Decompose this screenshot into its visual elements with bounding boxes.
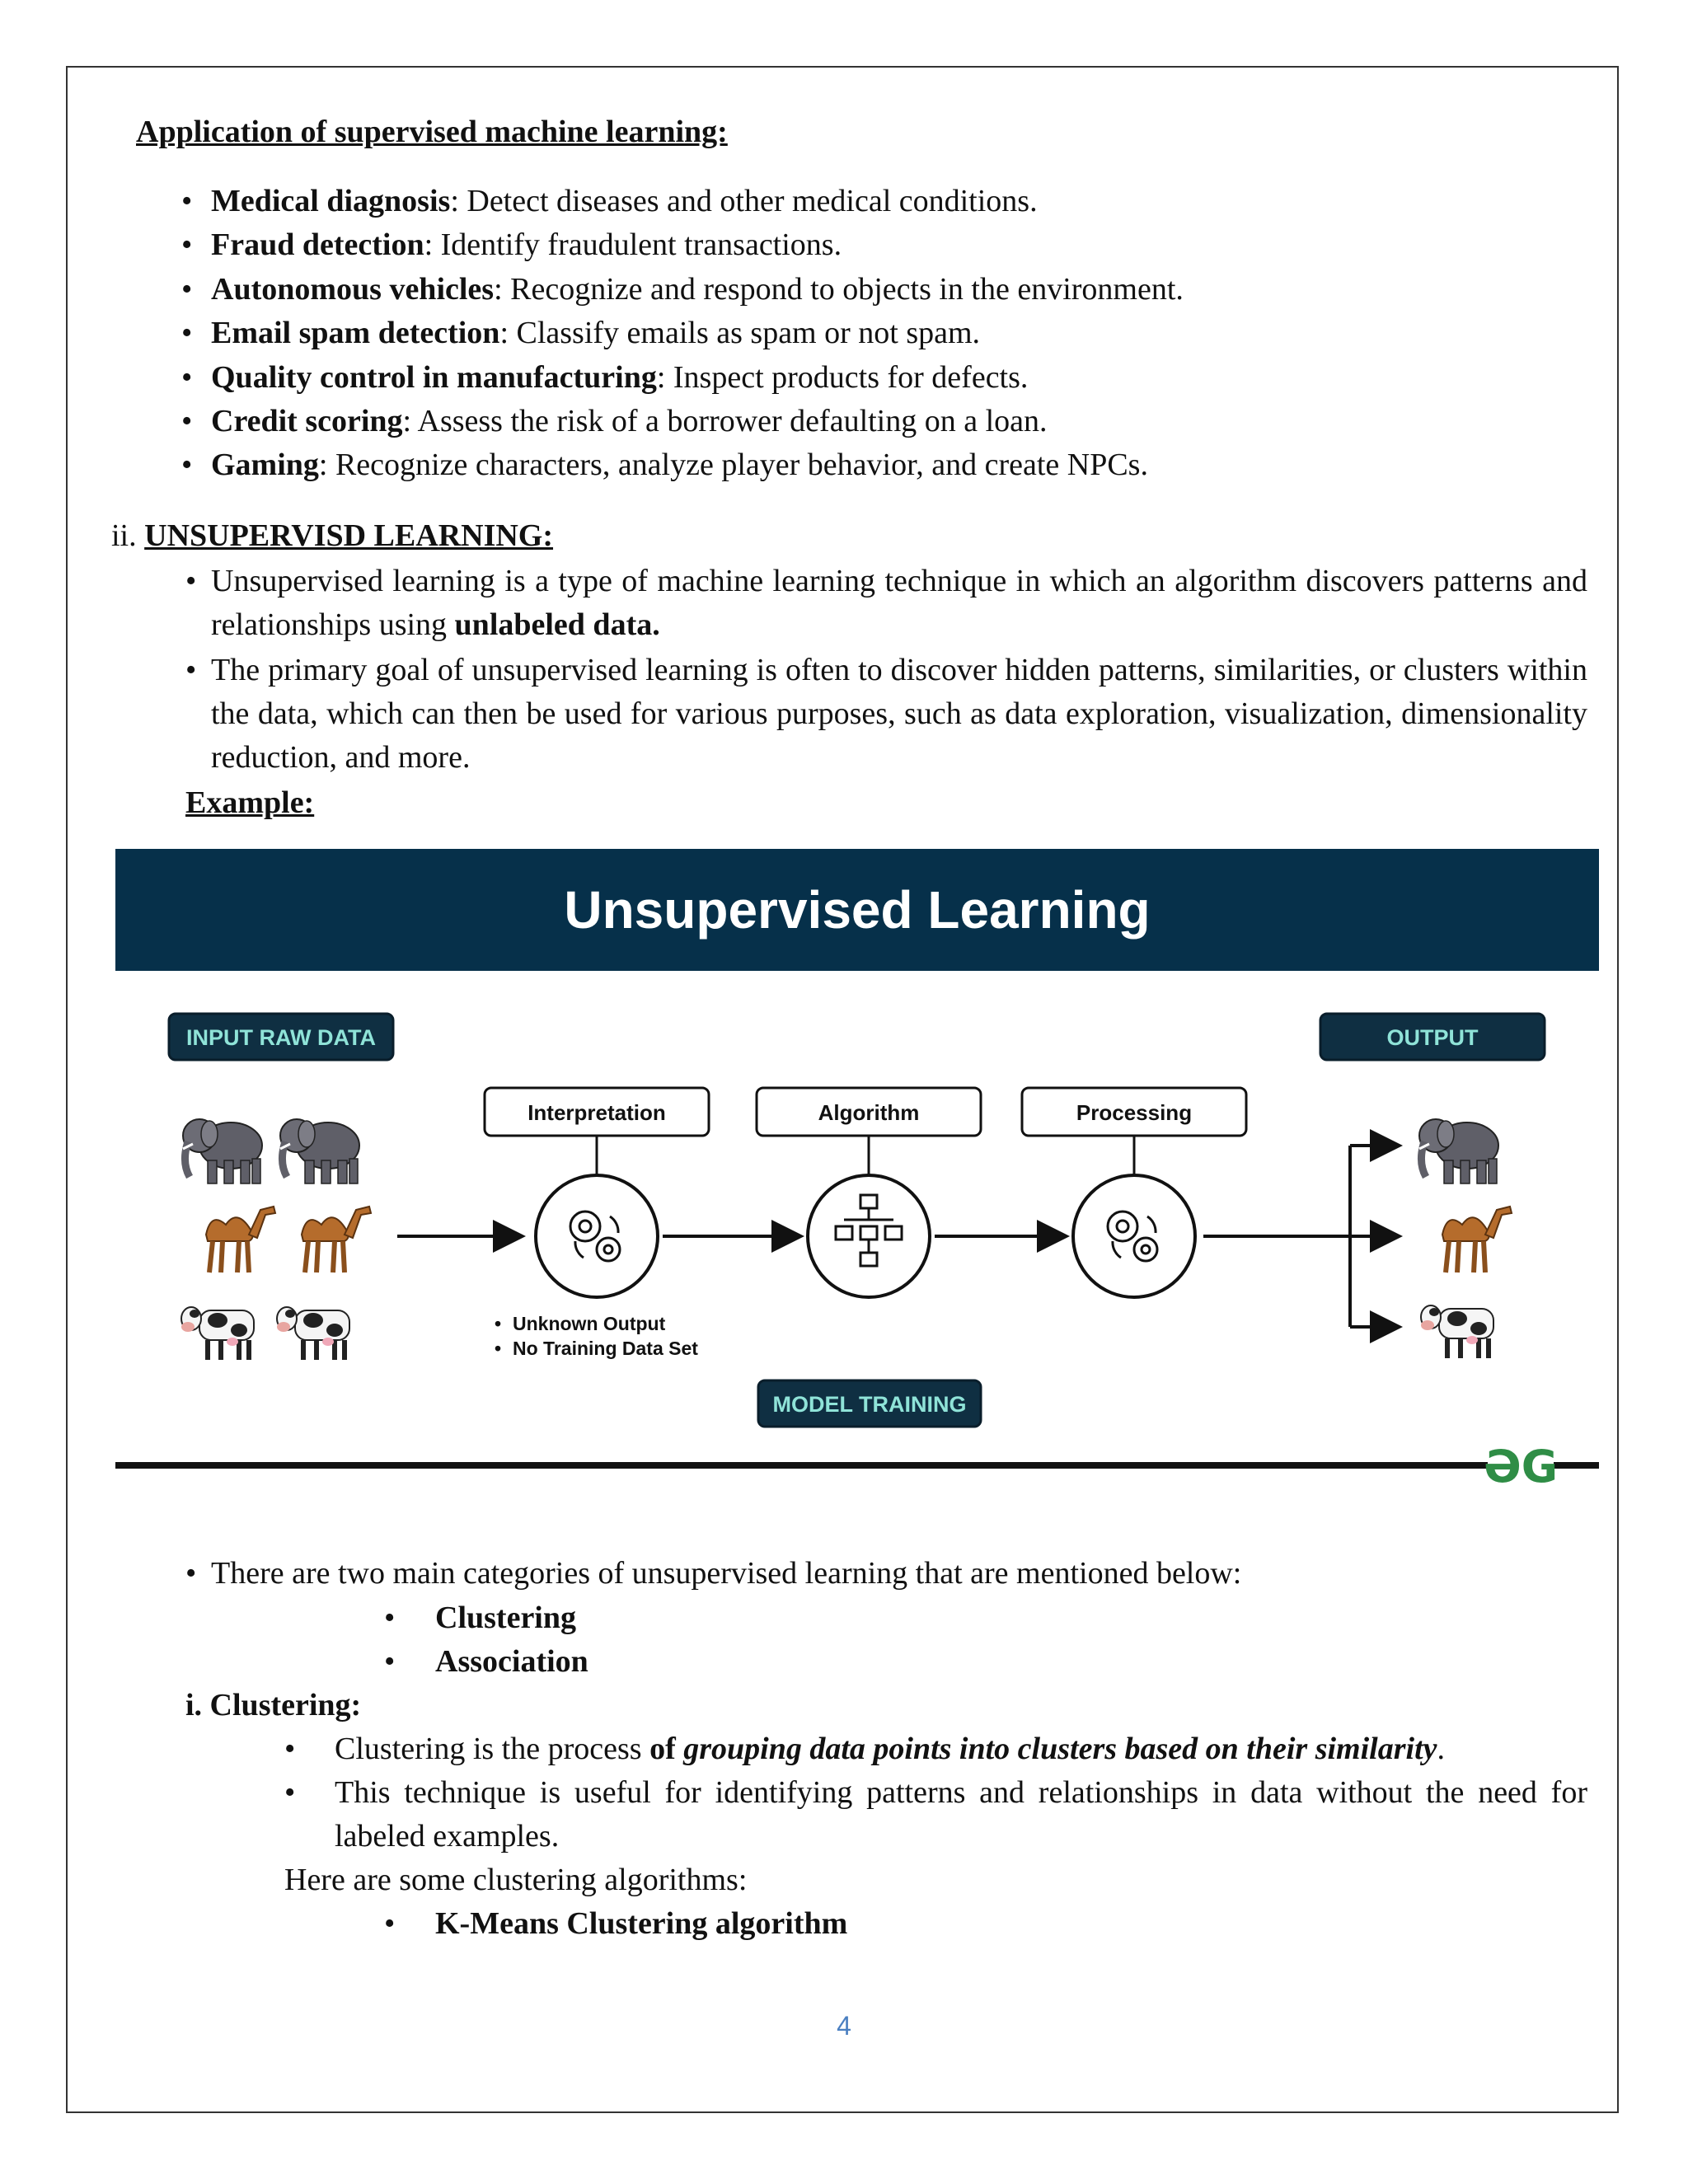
page-number: 4 (837, 2011, 851, 2041)
list-item: • Email spam detection: Classify emails as spam or not spam. (181, 312, 1582, 355)
unsup-paragraph-1: Unsupervised learning is a type of machine learning technique in which an algorithm discovers patterns and relationships using unlabeled data. (211, 564, 1587, 642)
unsup-paragraph-2: The primary goal of unsupervised learning is often to discover hidden patterns, similarities, or clusters within the data, which can then be used for various purposes, such as data exploration, visualization, dimensionality reduction, and more. (211, 653, 1587, 775)
gfg-logo: ƏG (1483, 1441, 1559, 1492)
section-heading: Application of supervised machine learning: (136, 115, 728, 149)
cow-image (181, 1307, 254, 1360)
svg-text:•: • (495, 1338, 502, 1359)
bullet: • (384, 1644, 396, 1679)
cow-image (277, 1307, 349, 1360)
clustering-bullet-1: Clustering is the process of grouping data points into clusters based on their similarity. (335, 1732, 1446, 1766)
elephant-image (183, 1119, 262, 1183)
bullet: • (384, 1601, 396, 1635)
list-item: • Fraud detection: Identify fraudulent transactions. (181, 223, 1582, 267)
cow-image (1421, 1305, 1493, 1358)
category-clustering: Clustering (435, 1601, 576, 1635)
clustering-heading: i. Clustering: (185, 1688, 362, 1722)
bullet: • (185, 653, 197, 687)
step-algorithm-label: Algorithm (818, 1100, 920, 1125)
bullet: • (185, 564, 197, 598)
note-no-training-data: No Training Data Set (513, 1338, 698, 1359)
elephant-image (280, 1119, 359, 1183)
input-raw-data-label: INPUT RAW DATA (186, 1025, 376, 1050)
bullet: • (185, 1556, 197, 1591)
note-unknown-output: Unknown Output (513, 1313, 666, 1334)
elephant-image (1419, 1119, 1498, 1183)
svg-text:•: • (495, 1313, 502, 1334)
applications-list (181, 180, 1582, 488)
list-item: • Autonomous vehicles: Recognize and respond to objects in the environment. (181, 268, 1582, 312)
camel-image (302, 1207, 371, 1272)
unsupervised-learning-diagram (115, 849, 1599, 1492)
camel-image (206, 1207, 275, 1272)
list-item: • Gaming: Recognize characters, analyze player behavior, and create NPCs. (181, 443, 1582, 487)
step-processing-label: Processing (1076, 1100, 1193, 1125)
bullet: • (284, 1775, 296, 1810)
algo-kmeans: K-Means Clustering algorithm (435, 1906, 848, 1941)
unsup-heading: ii. UNSUPERVISD LEARNING: (111, 518, 554, 553)
diagram-title: Unsupervised Learning (564, 880, 1151, 940)
category-association: Association (435, 1644, 588, 1679)
clustering-bullet-2: This technique is useful for identifying patterns and relationships in data without the need for labeled examples. (335, 1775, 1587, 1854)
camel-image (1442, 1207, 1512, 1272)
categories-intro: There are two main categories of unsupervised learning that are mentioned below: (211, 1556, 1242, 1591)
model-training-label: MODEL TRAINING (772, 1392, 967, 1417)
list-item: • Medical diagnosis: Detect diseases and other medical conditions. (181, 180, 1582, 223)
list-item: • Quality control in manufacturing: Inspect products for defects. (181, 356, 1582, 400)
output-label: OUTPUT (1386, 1025, 1479, 1050)
step-interpretation-label: Interpretation (528, 1100, 666, 1125)
bullet: • (284, 1732, 296, 1766)
example-label: Example: (185, 785, 315, 820)
algos-intro: Here are some clustering algorithms: (284, 1863, 748, 1897)
list-item: • Credit scoring: Assess the risk of a borrower defaulting on a loan. (181, 400, 1582, 443)
bullet: • (384, 1906, 396, 1941)
